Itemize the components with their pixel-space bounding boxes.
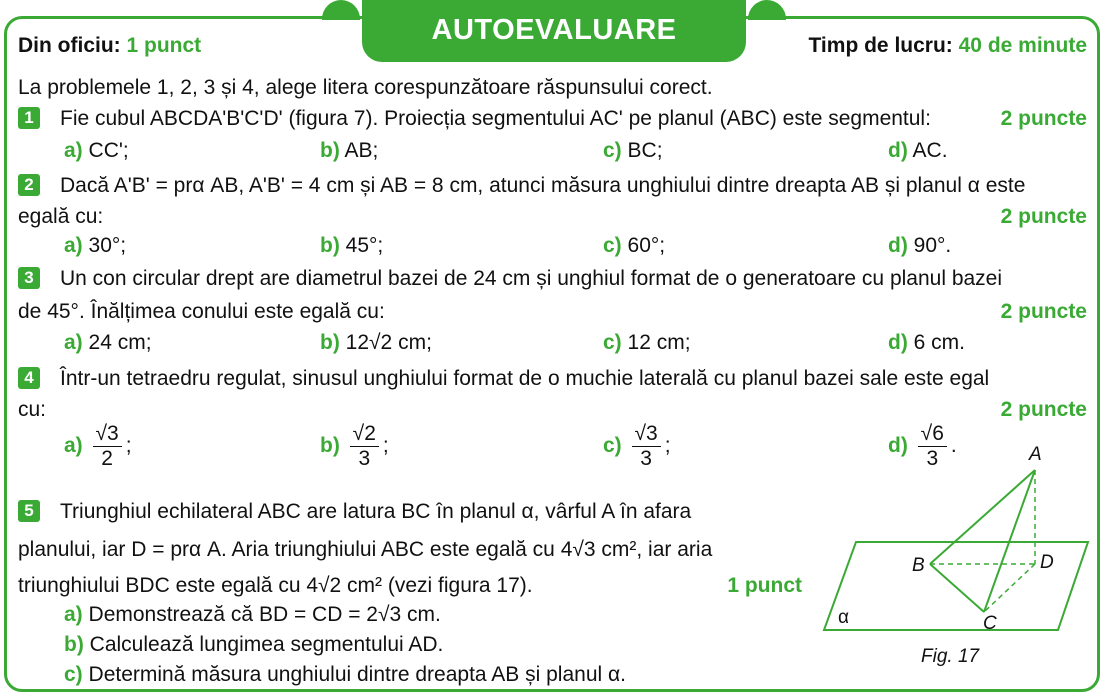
label-D: D: [1040, 552, 1054, 573]
problem-4-line2: cu:: [18, 398, 47, 421]
problem-2-line2: egală cu:: [18, 205, 104, 228]
problem-5-line2: planului, iar D = prα A. Aria triunghiului ABC este egală cu 4√3 cm², iar aria: [18, 538, 713, 561]
fraction-denominator: 3: [358, 447, 371, 470]
fraction-numerator: √3: [632, 422, 661, 447]
figure-caption: Fig. 17: [921, 646, 980, 667]
option[interactable]: d) $\frac{√6}{3}$ .: [888, 422, 957, 470]
problem-number: 3: [18, 267, 40, 289]
label-C: C: [983, 613, 997, 634]
problem-text: Dacă A'B' = prα AB, A'B' = 4 cm și AB = 8 cm, atunci măsura unghiului dintre dreapta AB și planul α este: [60, 174, 1026, 197]
problem-1: [18, 107, 931, 131]
subitem: b) Calculează lungimea segmentului AD.: [64, 633, 444, 656]
option[interactable]: c) 60°;: [603, 234, 666, 257]
fraction-numerator: √6: [918, 422, 947, 447]
problem-3-line2: de 45°. Înălțimea conului este egală cu:: [18, 300, 385, 323]
edge-AB: [930, 470, 1035, 564]
problem-3: [18, 267, 1002, 291]
option[interactable]: d) 90°.: [888, 234, 952, 257]
option[interactable]: c) $\frac{√3}{3}$ ;: [603, 422, 671, 470]
problem-text: Triunghiul echilateral ABC are latura BC în planul α, vârful A în afara: [60, 500, 692, 523]
option[interactable]: c) BC;: [603, 139, 663, 162]
problem-number: 4: [18, 367, 40, 389]
problem-1-points: 2 puncte: [1000, 107, 1087, 130]
option[interactable]: a) 30°;: [64, 234, 127, 257]
problem-number: 5: [18, 500, 40, 522]
edge-BC: [930, 564, 984, 612]
option[interactable]: b) 12√2 cm;: [320, 331, 432, 354]
problem-2: [18, 174, 1025, 198]
fraction-numerator: √3: [93, 422, 122, 447]
problem-4: [18, 367, 989, 391]
din-oficiu-label: Din oficiu:: [18, 34, 121, 57]
option[interactable]: c) 12 cm;: [603, 331, 691, 354]
din-oficiu-value: 1 punct: [126, 34, 202, 57]
option[interactable]: b) 45°;: [320, 234, 384, 257]
label-alpha: α: [838, 607, 849, 628]
option[interactable]: a) 24 cm;: [64, 331, 152, 354]
problem-5: [18, 500, 691, 524]
timp-de-lucru: [808, 34, 1087, 58]
problem-2-points: 2 puncte: [1000, 205, 1087, 228]
fraction-numerator: √2: [350, 422, 379, 447]
figure-17: [818, 440, 1098, 640]
problem-text: Într-un tetraedru regulat, sinusul unghiului format de o muchie laterală cu planul bazei sale este egal: [60, 367, 990, 390]
option[interactable]: d) AC.: [888, 139, 948, 162]
timp-label: Timp de lucru:: [808, 34, 953, 57]
problem-5-line3: triunghiului BDC este egală cu 4√2 cm² (vezi figura 17).: [18, 574, 533, 597]
problem-5-points: 1 punct: [727, 574, 802, 597]
instructions: La problemele 1, 2, 3 și 4, alege litera corespunzătoare răspunsului corect.: [18, 76, 713, 99]
problem-number: 1: [18, 107, 40, 129]
fraction-denominator: 3: [926, 447, 939, 470]
timp-value: 40 de minute: [958, 34, 1087, 57]
option[interactable]: b) $\frac{√2}{3}$ ;: [320, 422, 389, 470]
fraction-denominator: 2: [101, 447, 113, 470]
option[interactable]: a) $\frac{√3}{2}$ ;: [64, 422, 132, 470]
subitem: a) Demonstrează că BD = CD = 2√3 cm.: [64, 603, 441, 626]
subitem: c) Determină măsura unghiului dintre dreapta AB și planul α.: [64, 663, 626, 686]
option[interactable]: b) AB;: [320, 139, 379, 162]
problem-4-points: 2 puncte: [1000, 398, 1087, 421]
problem-text: Un con circular drept are diametrul bazei de 24 cm și unghiul format de o generatoare cu planul bazei: [60, 267, 1003, 290]
option[interactable]: d) 6 cm.: [888, 331, 966, 354]
option[interactable]: a) CC';: [64, 139, 129, 162]
problem-number: 2: [18, 174, 40, 196]
fraction-denominator: 3: [640, 447, 652, 470]
label-B: B: [912, 555, 925, 576]
problem-text: Fie cubul ABCDA'B'C'D' (figura 7). Proiecția segmentului AC' pe planul (ABC) este segmentul:: [60, 107, 931, 130]
din-oficiu: [18, 34, 201, 58]
page-title: AUTOEVALUARE: [431, 14, 677, 46]
label-A: A: [1029, 444, 1042, 465]
problem-3-points: 2 puncte: [1000, 300, 1087, 323]
tab-right-bump: [748, 0, 786, 20]
tab-left-bump: [322, 0, 360, 20]
